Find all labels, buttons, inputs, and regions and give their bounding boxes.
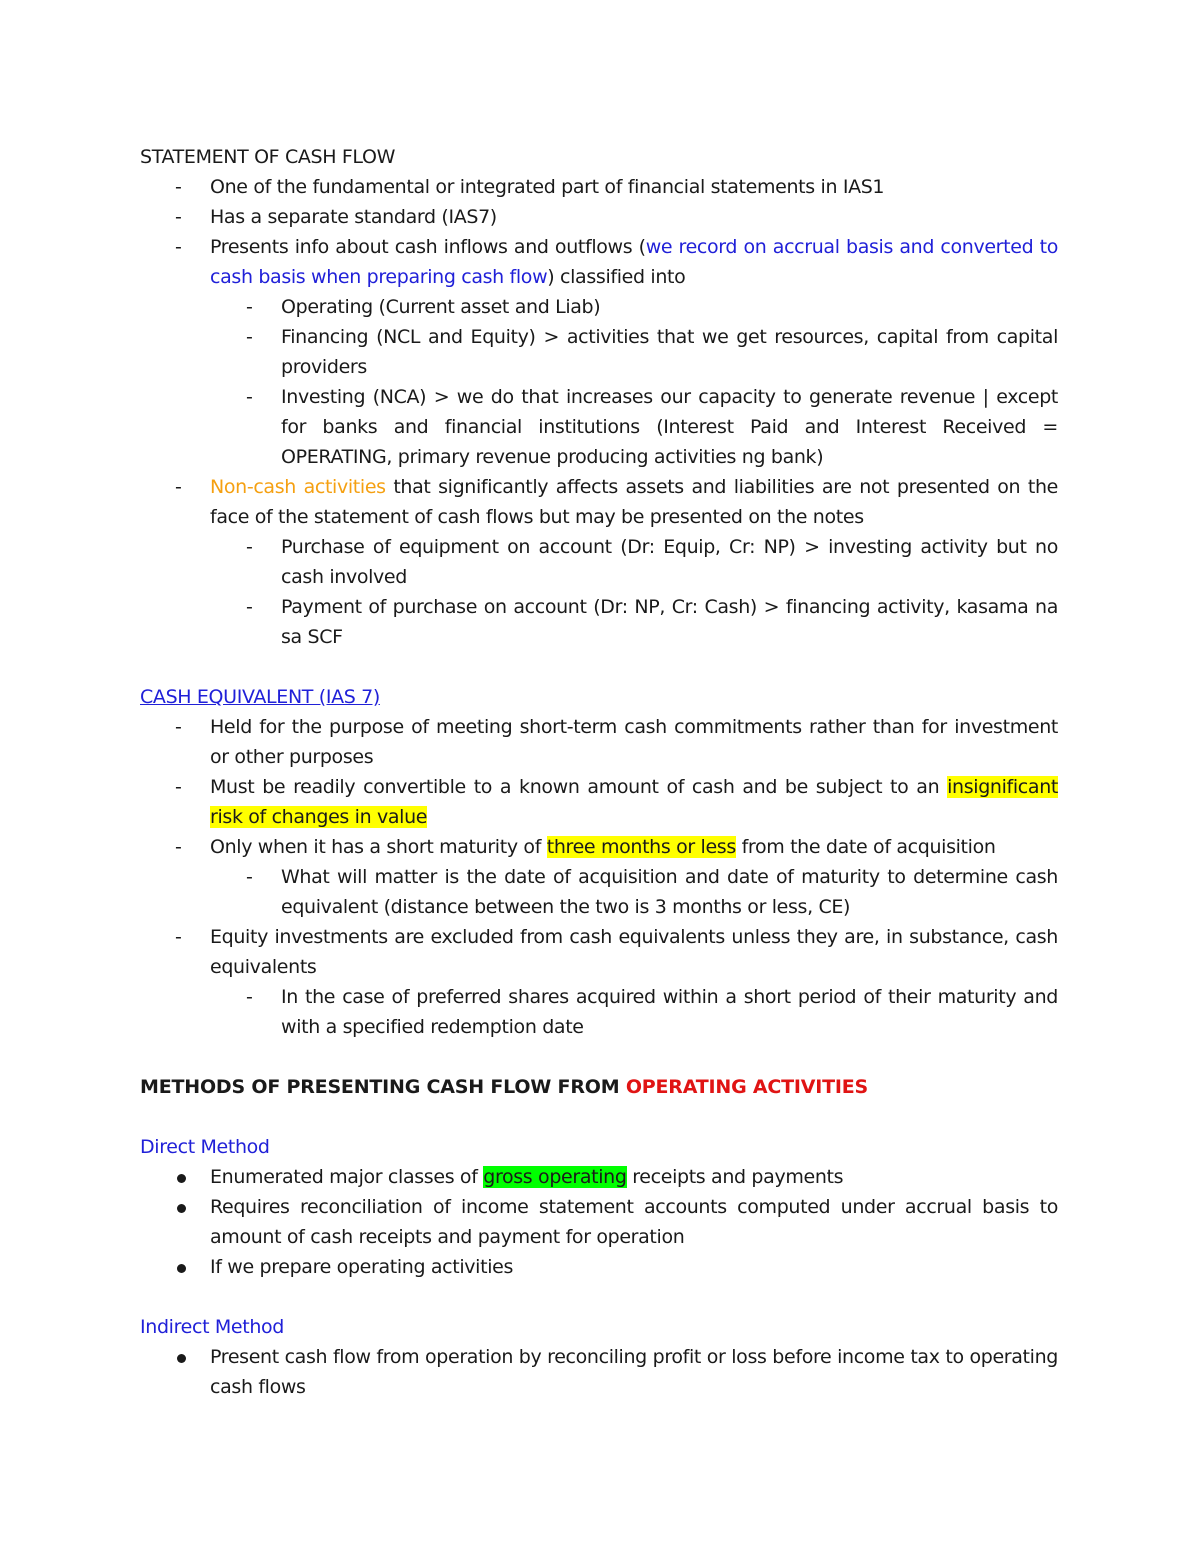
dash-marker: -	[175, 236, 182, 258]
list-item-text	[210, 232, 1058, 292]
sub-list-item	[140, 292, 1058, 322]
yellow-highlight: insignificant risk of changes in value	[210, 776, 1058, 828]
list-item	[140, 232, 1058, 292]
list-item-text: What will matter is the date of acquisition and date of maturity to determine cash equivalent (distance between the two is 3 months or less, CE)	[281, 866, 1058, 918]
list-item	[140, 202, 1058, 232]
list-item-text: Payment of purchase on account (Dr: NP, Cr: Cash) > financing activity, kasama na sa SCF	[281, 596, 1058, 648]
green-highlight: gross operating	[483, 1166, 627, 1188]
sub-list-item	[140, 382, 1058, 472]
bullet-dot-icon	[177, 1174, 186, 1183]
spacer	[140, 1042, 1058, 1072]
sub-list-item	[140, 592, 1058, 652]
dash-marker: -	[246, 386, 253, 408]
list-item-text: Investing (NCA) > we do that increases our capacity to generate revenue | except for banks and financial institutions (Interest Paid and Interest Received = OPERATING, primary revenue producing activities ng bank)	[281, 386, 1058, 468]
sub-list-item	[140, 322, 1058, 382]
list-item-text: In the case of preferred shares acquired within a short period of their maturity and with a specified redemption date	[281, 986, 1058, 1038]
dash-marker: -	[246, 536, 253, 558]
list-item-text	[210, 832, 1058, 862]
text-segment: from the date of acquisition	[735, 836, 996, 858]
orange-term: Non-cash activities	[210, 476, 386, 498]
section-title-methods	[140, 1072, 1058, 1102]
text-segment: that significantly affects assets and liabilities are not presented on the face of the statement of cash flows but may be presented on the notes	[210, 476, 1058, 528]
dash-marker: -	[175, 476, 182, 498]
list-item	[140, 1162, 1058, 1192]
sub-list-item	[140, 862, 1058, 922]
list-item-text: Requires reconciliation of income statement accounts computed under accrual basis to amount of cash receipts and payment for operation	[210, 1196, 1058, 1248]
list-item	[140, 172, 1058, 202]
text-segment: Enumerated major classes of	[210, 1166, 484, 1188]
section-title-cash-equivalent: CASH EQUIVALENT (IAS 7)	[140, 686, 380, 708]
subsection-title-direct-method: Direct Method	[140, 1136, 270, 1158]
section-title-statement-of-cash-flow: STATEMENT OF CASH FLOW	[140, 146, 396, 168]
dash-marker: -	[246, 986, 253, 1008]
list-item	[140, 1252, 1058, 1282]
sub-list-item	[140, 532, 1058, 592]
list-item-text: If we prepare operating activities	[210, 1256, 514, 1278]
dash-marker: -	[175, 776, 182, 798]
list-item	[140, 1342, 1058, 1402]
list-item-text: One of the fundamental or integrated part of financial statements in IAS1	[210, 176, 885, 198]
text-segment: receipts and payments	[626, 1166, 844, 1188]
list-item-text: Present cash flow from operation by reconciling profit or loss before income tax to operating cash flows	[210, 1346, 1058, 1398]
sub-list-item	[140, 982, 1058, 1042]
text-segment: Only when it has a short maturity of	[210, 836, 547, 858]
list-item	[140, 1192, 1058, 1252]
blue-note: we record on accrual basis and converted to cash basis when preparing cash flow	[210, 236, 1058, 288]
dash-marker: -	[246, 296, 253, 318]
list-item	[140, 922, 1058, 982]
bullet-dot-icon	[177, 1204, 186, 1213]
list-item	[140, 712, 1058, 772]
list-item-text: Has a separate standard (IAS7)	[210, 206, 497, 228]
dash-marker: -	[246, 326, 253, 348]
list-item-text	[210, 772, 1058, 832]
list-item-text: Equity investments are excluded from cash equivalents unless they are, in substance, cash equivalents	[210, 926, 1058, 978]
spacer	[140, 652, 1058, 682]
list-item	[140, 832, 1058, 862]
list-item-text: Financing (NCL and Equity) > activities that we get resources, capital from capital providers	[281, 326, 1058, 378]
list-item	[140, 472, 1058, 532]
bullet-dot-icon	[177, 1264, 186, 1273]
dash-marker: -	[246, 866, 253, 888]
yellow-highlight: three months or less	[546, 836, 736, 858]
bullet-dot-icon	[177, 1354, 186, 1363]
dash-marker: -	[246, 596, 253, 618]
red-emphasis: OPERATING ACTIVITIES	[625, 1076, 869, 1098]
list-item-text: Held for the purpose of meeting short-term cash commitments rather than for investment or other purposes	[210, 716, 1058, 768]
list-item-text	[210, 472, 1058, 532]
list-item	[140, 772, 1058, 832]
list-item-text: Operating (Current asset and Liab)	[281, 296, 601, 318]
text-segment: METHODS OF PRESENTING CASH FLOW FROM	[140, 1076, 626, 1098]
spacer	[140, 1282, 1058, 1312]
list-item-text: Purchase of equipment on account (Dr: Equip, Cr: NP) > investing activity but no cash involved	[281, 536, 1058, 588]
text-segment: Presents info about cash inflows and outflows (	[210, 236, 646, 258]
spacer	[140, 1102, 1058, 1132]
dash-marker: -	[175, 836, 182, 858]
dash-marker: -	[175, 206, 182, 228]
text-segment: Must be readily convertible to a known amount of cash and be subject to an	[210, 776, 948, 798]
list-item-text	[210, 1162, 1058, 1192]
text-segment: ) classified into	[547, 266, 686, 288]
dash-marker: -	[175, 176, 182, 198]
dash-marker: -	[175, 716, 182, 738]
subsection-title-indirect-method: Indirect Method	[140, 1316, 285, 1338]
dash-marker: -	[175, 926, 182, 948]
